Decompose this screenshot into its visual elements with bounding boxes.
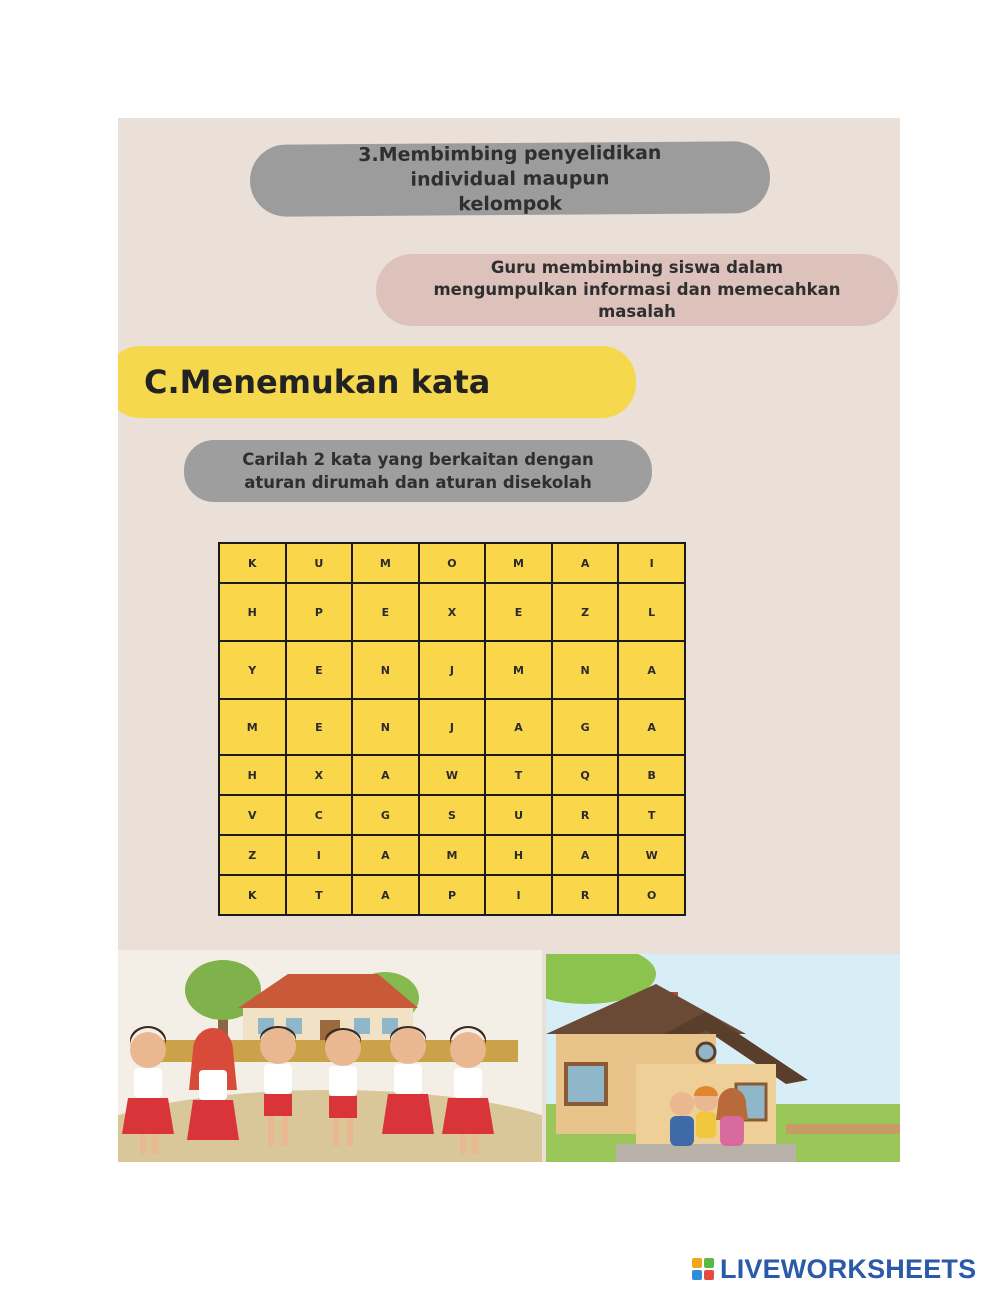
word-search-grid (218, 542, 686, 916)
grid-cell[interactable]: T (618, 795, 685, 835)
grid-cell[interactable]: P (286, 583, 353, 641)
step-title-pill (250, 141, 770, 217)
grid-cell[interactable]: C (286, 795, 353, 835)
grid-cell[interactable]: E (352, 583, 419, 641)
grid-cell[interactable]: S (419, 795, 486, 835)
grid-cell[interactable]: H (219, 755, 286, 795)
grid-row (219, 583, 685, 641)
grid-cell[interactable]: M (419, 835, 486, 875)
grid-cell[interactable]: X (286, 755, 353, 795)
grid-cell[interactable]: M (485, 641, 552, 699)
grid-row (219, 641, 685, 699)
instruction-text: Carilah 2 kata yang berkaitan dengan aturan dirumah dan aturan disekolah (242, 450, 594, 492)
grid-cell[interactable]: I (618, 543, 685, 583)
grid-cell[interactable]: Q (552, 755, 619, 795)
grid-cell[interactable]: X (419, 583, 486, 641)
grid-cell[interactable]: I (286, 835, 353, 875)
grid-cell[interactable]: J (419, 699, 486, 755)
grid-cell[interactable]: N (352, 641, 419, 699)
grid-cell[interactable]: G (352, 795, 419, 835)
grid-cell[interactable]: A (352, 875, 419, 915)
grid-row (219, 835, 685, 875)
grid-row (219, 875, 685, 915)
liveworksheets-logo-icon (692, 1258, 714, 1280)
grid-cell[interactable]: N (352, 699, 419, 755)
grid-cell[interactable]: A (618, 641, 685, 699)
guru-note-pill (376, 254, 898, 326)
grid-cell[interactable]: J (419, 641, 486, 699)
grid-cell[interactable]: G (552, 699, 619, 755)
grid-row (219, 795, 685, 835)
grid-cell[interactable]: O (419, 543, 486, 583)
grid-cell[interactable]: L (618, 583, 685, 641)
grid-cell[interactable]: A (485, 699, 552, 755)
school-children-illustration (118, 950, 542, 1162)
house-illustration-svg (546, 954, 900, 1162)
grid-cell[interactable]: W (419, 755, 486, 795)
grid-cell[interactable]: B (618, 755, 685, 795)
grid-cell[interactable]: A (618, 699, 685, 755)
grid-cell[interactable]: A (352, 835, 419, 875)
grid-row (219, 543, 685, 583)
grid-cell[interactable]: R (552, 875, 619, 915)
grid-cell[interactable]: H (219, 583, 286, 641)
grid-cell[interactable]: H (485, 835, 552, 875)
section-heading-pill (118, 346, 636, 418)
grid-cell[interactable]: M (485, 543, 552, 583)
grid-cell[interactable]: Y (219, 641, 286, 699)
school-illustration-svg (118, 950, 542, 1162)
grid-cell[interactable]: A (552, 835, 619, 875)
grid-cell[interactable]: N (552, 641, 619, 699)
grid-cell[interactable]: Z (219, 835, 286, 875)
brand-name: LIVEWORKSHEETS (720, 1253, 977, 1284)
grid-row (219, 699, 685, 755)
grid-cell[interactable]: A (552, 543, 619, 583)
section-heading: C.Menemukan kata (144, 363, 491, 401)
grid-cell[interactable]: V (219, 795, 286, 835)
grid-cell[interactable]: Z (552, 583, 619, 641)
grid-cell[interactable]: M (219, 699, 286, 755)
grid-cell[interactable]: A (352, 755, 419, 795)
step-title: 3.Membimbing penyelidikan individual maupun kelompok (358, 141, 662, 215)
grid-cell[interactable]: O (618, 875, 685, 915)
grid-cell[interactable]: U (286, 543, 353, 583)
grid-row (219, 755, 685, 795)
grid-cell[interactable]: E (485, 583, 552, 641)
family-house-illustration (546, 954, 900, 1162)
grid-cell[interactable]: M (352, 543, 419, 583)
grid-cell[interactable]: P (419, 875, 486, 915)
liveworksheets-brand[interactable] (692, 1252, 976, 1286)
grid-cell[interactable]: K (219, 543, 286, 583)
grid-cell[interactable]: I (485, 875, 552, 915)
instruction-pill (184, 440, 652, 502)
grid-cell[interactable]: T (286, 875, 353, 915)
grid-cell[interactable]: U (485, 795, 552, 835)
grid-cell[interactable]: W (618, 835, 685, 875)
guru-note-text: Guru membimbing siswa dalam mengumpulkan informasi dan memecahkan masalah (433, 258, 841, 321)
grid-cell[interactable]: E (286, 641, 353, 699)
grid-cell[interactable]: T (485, 755, 552, 795)
grid-cell[interactable]: K (219, 875, 286, 915)
grid-cell[interactable]: R (552, 795, 619, 835)
grid-cell[interactable]: E (286, 699, 353, 755)
worksheet-page (118, 118, 900, 1162)
